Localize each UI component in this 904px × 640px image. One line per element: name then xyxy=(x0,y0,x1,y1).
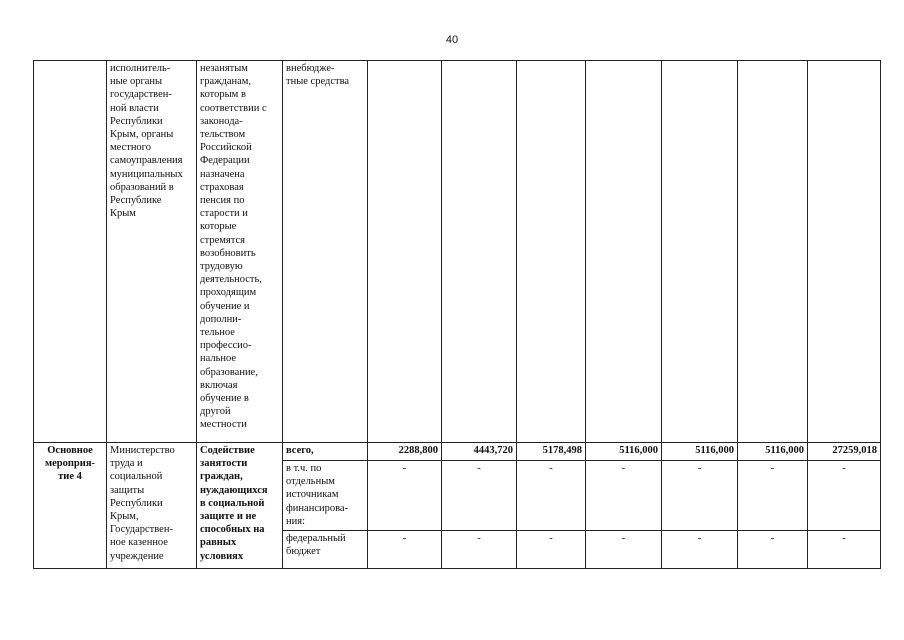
value-cell: 5116,000 xyxy=(586,443,662,461)
value-cell xyxy=(738,61,808,443)
value-cell: 27259,018 xyxy=(808,443,881,461)
value-cell xyxy=(368,61,442,443)
value-cell: - xyxy=(517,531,586,569)
value-cell: - xyxy=(808,531,881,569)
value-cell: - xyxy=(442,531,517,569)
value-cell xyxy=(662,61,738,443)
executors-cell: Министерство труда и социальной защиты Республики Крым, Государствен- ное казенное учреждение xyxy=(107,443,197,569)
value-cell xyxy=(586,61,662,443)
value-cell: - xyxy=(662,531,738,569)
value-cell: - xyxy=(586,461,662,531)
value-cell: - xyxy=(586,531,662,569)
table-row xyxy=(34,443,881,461)
value-cell: - xyxy=(662,461,738,531)
table-row xyxy=(34,61,881,443)
value-cell: 5116,000 xyxy=(662,443,738,461)
value-cell: 4443,720 xyxy=(442,443,517,461)
value-cell xyxy=(442,61,517,443)
financing-table xyxy=(33,60,881,569)
description-cell-continued: незанятым гражданам, которым в соответствии с законода- тельством Российской Федерации назначена страховая пенсия по старости и которые стремятся возобновить трудовую деятельность, проходящим обучение и дополни- тельное профессио- нальное образование, включая обучение в другой местности xyxy=(197,61,283,443)
activity-label: Основное мероприя- тие 4 xyxy=(34,443,107,569)
value-cell: - xyxy=(808,461,881,531)
value-cell: 2288,800 xyxy=(368,443,442,461)
source-cell: внебюдже- тные средства xyxy=(283,61,368,443)
value-cell: 5116,000 xyxy=(738,443,808,461)
source-cell: федеральный бюджет xyxy=(283,531,368,569)
executors-cell-continued: исполнитель- ные органы государствен- ной власти Республики Крым, органы местного самоуправления муниципальных образований в Республике Крым xyxy=(107,61,197,443)
value-cell xyxy=(517,61,586,443)
value-cell: - xyxy=(738,461,808,531)
activity-title: Содействие занятости граждан, нуждающихся в социальной защите и не способных на равных условиях xyxy=(197,443,283,569)
value-cell: 5178,498 xyxy=(517,443,586,461)
value-cell xyxy=(808,61,881,443)
page-number: 40 xyxy=(445,34,459,46)
value-cell: - xyxy=(442,461,517,531)
value-cell: - xyxy=(517,461,586,531)
source-cell: в т.ч. по отдельным источникам финансирова- ния: xyxy=(283,461,368,531)
activity-cell-continued xyxy=(34,61,107,443)
value-cell: - xyxy=(368,461,442,531)
source-cell: всего, xyxy=(283,443,368,461)
value-cell: - xyxy=(738,531,808,569)
value-cell: - xyxy=(368,531,442,569)
